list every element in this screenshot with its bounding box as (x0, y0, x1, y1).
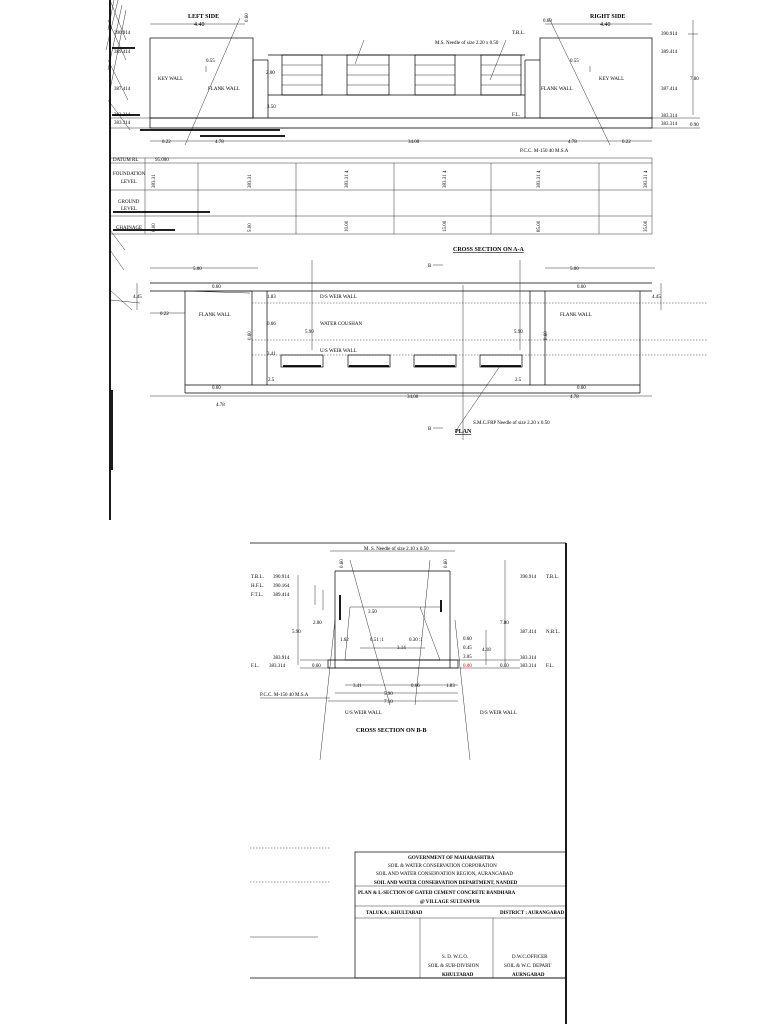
right-lvl-387414: 387.414 (661, 87, 678, 92)
bb-fl-left-val: 383.314 (269, 664, 286, 669)
ground-label-2: LEVEL (121, 207, 137, 212)
bb-tbl-left-val: 390.914 (273, 575, 290, 580)
chainage-value: 0.00 (152, 223, 157, 232)
dim-055-left: 0.55 (206, 59, 215, 64)
plan-dim-341: 3.41 (267, 352, 276, 357)
section-a-a-title: CROSS SECTION ON A-A (453, 247, 524, 253)
dim-022-left: 0.22 (162, 140, 171, 145)
plan-dim-590-right: 5.90 (514, 330, 523, 335)
foundation-value: 383.31 4 (443, 170, 448, 188)
left-side-label: LEFT SIDE (188, 14, 220, 20)
bb-dim-060-a: 0.60 (340, 559, 345, 568)
plan-dim-590-left: 5.90 (305, 330, 314, 335)
plan-dim-25-right: 2.5 (515, 378, 522, 383)
dim-200: 2.00 (266, 71, 275, 76)
bb-dim-060-b: 0.60 (444, 559, 449, 568)
foundation-value: 383.31 4 (644, 170, 649, 188)
plan-dim-060-bright: 0.60 (577, 386, 586, 391)
bb-dim-590: 5.90 (292, 630, 301, 635)
key-wall-right-label: KEY WALL (599, 77, 625, 82)
tbl-label: T.B.L. (512, 31, 525, 36)
plan-dim-500-right: 5.00 (570, 267, 579, 272)
bb-hfl-left-val: 390.164 (273, 584, 290, 589)
chainage-value: 5.00 (248, 223, 253, 232)
plan-dim-060-bleft: 0.60 (212, 386, 221, 391)
cross-section-b-b (250, 543, 566, 1024)
b-marker-top: B (428, 264, 432, 269)
bb-us-weir-label: U/S WEIR WALL (345, 711, 382, 716)
tb-sig1-b: SOIL & SUB-DIVISION (428, 964, 479, 969)
left-lvl-4: 383.314 (114, 113, 131, 118)
ms-needle-note: M.S. Needle of size 2.20 x 0.50 (435, 41, 499, 46)
right-lvl-383314b: 383.314 (661, 122, 678, 127)
plan-dim-060-right: 0.60 (577, 285, 586, 290)
bb-dim-060-d: 0.60 (312, 664, 321, 669)
title-block (250, 848, 566, 978)
foundation-label: FOUNDATION (113, 172, 146, 177)
small-dim-left: 0.60 (245, 13, 250, 22)
right-lvl-389414: 389.414 (661, 50, 678, 55)
bb-lvl-383914: 383.914 (273, 656, 290, 661)
dim-090: 0.90 (690, 123, 699, 128)
bb-tbl-right-val: 390.914 (520, 575, 537, 580)
us-weir-wall-label: U/S WEIR WALL (320, 349, 357, 354)
tb-line-1: GOVERNMENT OF MAHARASHTRA (408, 856, 495, 861)
bb-dim-780: 7.80 (500, 621, 509, 626)
gate-panels (268, 55, 525, 95)
chainage-label: CHAINAGE (116, 226, 143, 231)
datum-label: DATUM RL (113, 158, 139, 163)
bb-dim-066: 0.66 (411, 684, 420, 689)
bb-lvl-383314-right: 383.314 (520, 656, 537, 661)
plan-dim-060-vright: 0.60 (544, 331, 549, 340)
smc-needle-note: S.M.C.FRP Needle of size 2.20 x 0.50 (473, 421, 550, 426)
tb-district: DISTRICT : AURANGABAD (500, 911, 565, 916)
bb-ftl-left-val: 389.414 (273, 593, 290, 598)
right-side-label: RIGHT SIDE (590, 14, 626, 20)
chainage-value: 35.00 (644, 220, 649, 232)
bb-fl-left: F.L. (251, 664, 259, 669)
bb-dim-183: 1.83 (446, 684, 455, 689)
key-wall-left-label: KEY WALL (158, 77, 184, 82)
bb-ds-weir-label: D/S WEIR WALL (480, 711, 517, 716)
plan-dim-445-right: 4.45 (652, 295, 661, 300)
chainage-value: 85.00 (537, 220, 542, 232)
bb-needle-note: M. S. Needle of size 2.10 x 0.50 (364, 547, 429, 552)
dim-478-right: 4.78 (568, 140, 577, 145)
bb-ftl-left: F.T.L. (251, 593, 263, 598)
bb-dim-305: 3.05 (463, 655, 472, 660)
left-lvl-3: 387.414 (114, 87, 131, 92)
bb-dim-418: 4.18 (482, 648, 491, 653)
plan-dim-478-right: 4.78 (570, 395, 579, 400)
tb-line-3: SOIL AND WATER CONSERVATION REGION, AURANGABAD (376, 872, 514, 877)
bb-dim-710: 7.10 (384, 700, 393, 705)
dim-022-right: 0.22 (622, 140, 631, 145)
plan-dim-445-left: 4.45 (133, 295, 142, 300)
datum-value: 95.000 (155, 158, 169, 163)
foundation-values (152, 170, 649, 188)
bb-nbl-right: N.B.L. (546, 630, 560, 635)
foundation-value: 383.31 (248, 174, 253, 188)
plan-dim-3400: 34.00 (407, 395, 419, 400)
tb-sig2-c: AURNGABAD (512, 973, 545, 978)
right-lvl-390914: 390.914 (661, 32, 678, 37)
plan-dim-25-left: 2.5 (268, 378, 275, 383)
dim-350: 3.50 (267, 105, 276, 110)
plan-dim-478-left: 4.78 (216, 403, 225, 408)
bb-dim-590b: 5.90 (384, 692, 393, 697)
flank-wall-plan-left: FLANK WALL (199, 313, 231, 318)
plan-dim-022: 0.22 (160, 312, 169, 317)
plan-dim-183: 1.83 (267, 295, 276, 300)
chainage-value: 10.00 (345, 220, 350, 232)
dim-3400: 34.00 (408, 140, 420, 145)
bb-tbl-left: T.B.L. (251, 575, 264, 580)
bb-dim-314: 3.14 (397, 646, 406, 651)
chainage-value: 15.00 (443, 220, 448, 232)
flank-wall-left-label: FLANK WALL (208, 87, 240, 92)
bb-dim-045: 0.45 (463, 646, 472, 651)
foundation-value: 383.31 (152, 174, 157, 188)
plan-view (133, 260, 708, 440)
tb-taluka: TALUKA : KHULTABAD (366, 911, 423, 916)
plan-dim-060-left: 0.60 (212, 285, 221, 290)
plan-dim-066: 0.66 (267, 322, 276, 327)
left-edge-hatching (106, 0, 143, 520)
tb-line-6: @ VILLAGE SULTANPUR (420, 900, 480, 905)
left-lvl-1: 390.914 (114, 31, 131, 36)
bb-dim-060-e: 0.60 (500, 664, 509, 669)
bb-dim-060-c: 0.60 (463, 637, 472, 642)
bb-dim-200: 2.00 (313, 621, 322, 626)
plan-dim-060-vleft: 0.60 (248, 331, 253, 340)
foundation-value: 383.31 4 (345, 170, 350, 188)
tb-sig2-b: SOIL & W.C. DEPART (504, 964, 552, 969)
ground-label: GROUND (118, 200, 140, 205)
ds-weir-wall-label: D/S WEIR WALL (320, 295, 357, 300)
bb-dim-341: 3.41 (353, 684, 362, 689)
plan-title: PLAN (455, 429, 472, 435)
pcc-note: P.C.C. M-150 40 M.S.A (520, 149, 569, 154)
bb-fl-right: F.L. (546, 664, 554, 669)
bb-dim-162: 1.62 (340, 638, 349, 643)
key-wall-width-left: 4.40 (194, 22, 205, 28)
b-marker-bottom: B (428, 427, 432, 432)
left-lvl-5: 383.314 (114, 121, 131, 126)
foundation-label-2: LEVEL (121, 180, 137, 185)
dim-055-right: 0.55 (570, 59, 579, 64)
tb-line-5: PLAN & L-SECTION OF GATED CEMENT CONCRETE BANDHARA (358, 891, 516, 896)
bb-hfl-left: H.F.L. (251, 584, 264, 589)
bb-pcc-note: P.C.C. M-150 40 M.S.A (260, 693, 309, 698)
foundation-value: 383.31 4 (537, 170, 542, 188)
water-cushion-label: WATER COUSHAN (320, 322, 363, 327)
bb-nbl-right-val: 387.414 (520, 630, 537, 635)
bb-slope-1: 0.51 :1 (370, 638, 384, 643)
chainage-values (152, 220, 649, 232)
flank-wall-right-label: FLANK WALL (541, 87, 573, 92)
tb-sig1-c: KHULTABAD (442, 973, 474, 978)
bb-dim-350: 3.50 (368, 610, 377, 615)
key-wall-width-right: 4.40 (600, 22, 611, 28)
bb-slope-2: 0.30 :1 (409, 638, 423, 643)
dim-478-left: 4.78 (215, 140, 224, 145)
section-b-b-title: CROSS SECTION ON B-B (356, 728, 427, 734)
tb-line-4: SOIL AND WATER CONSERVATION DEPARTMENT, NANDED (374, 881, 518, 886)
tb-sig2-a: D.W.C.OFFICER (512, 955, 548, 960)
dim-780: 7.80 (690, 77, 699, 82)
tb-sig1-a: S. D. W.C.O. (442, 955, 469, 960)
tb-line-2: SOIL & WATER CONSERVATION CORPORATION (388, 864, 497, 869)
bb-tbl-right: T.B.L. (546, 575, 559, 580)
cross-section-a-a (110, 13, 700, 253)
bb-dim-red: 0.00 (463, 664, 472, 669)
fl-label: F.L. (512, 113, 520, 118)
small-dim-right: 0.60 (543, 19, 552, 24)
flank-wall-plan-right: FLANK WALL (560, 313, 592, 318)
plan-dim-500-left: 5.00 (193, 267, 202, 272)
left-lvl-2: 389.414 (114, 50, 131, 55)
bb-fl-right-val: 383.314 (520, 664, 537, 669)
level-table (110, 130, 652, 234)
right-lvl-383314: 383.314 (661, 114, 678, 119)
